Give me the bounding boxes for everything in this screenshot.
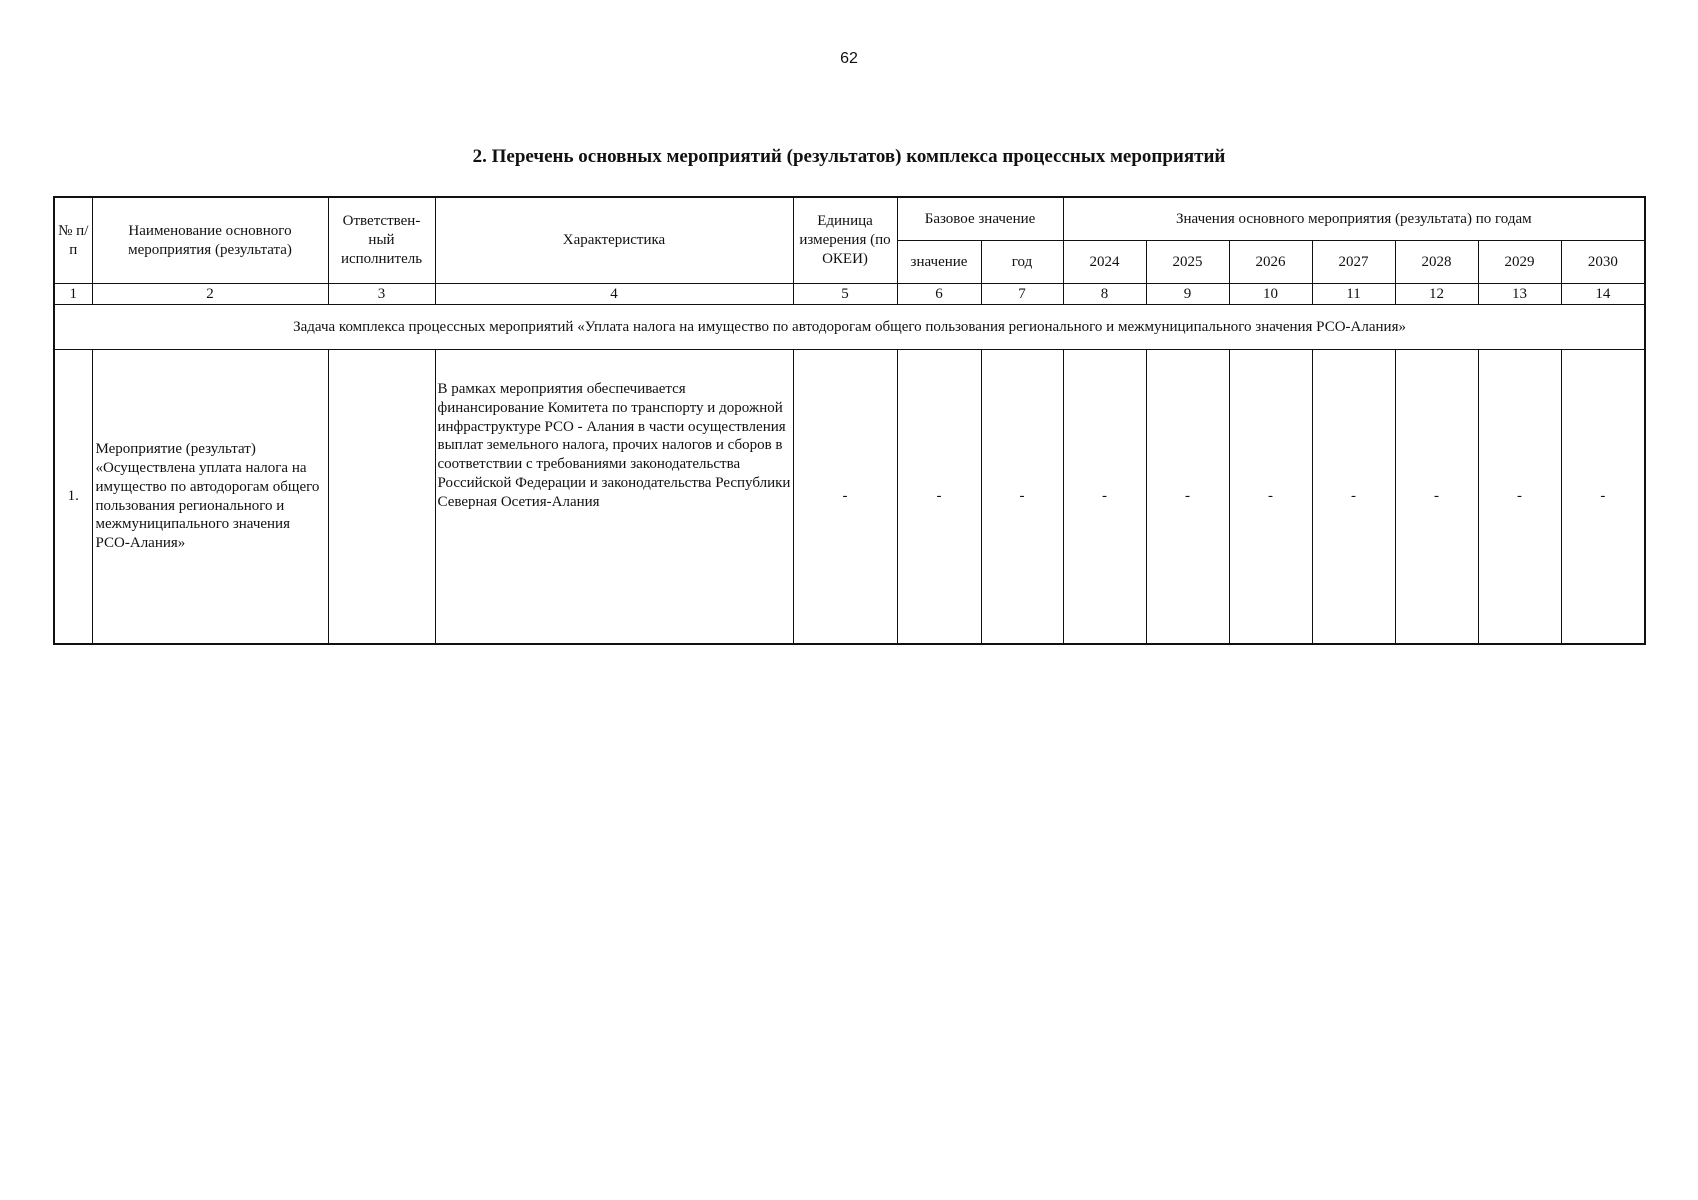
header-year-2029: 2029 bbox=[1478, 241, 1561, 284]
row-value-2029: - bbox=[1478, 350, 1561, 645]
column-number: 2 bbox=[92, 284, 328, 305]
row-value-2024: - bbox=[1063, 350, 1146, 645]
task-description: Задача комплекса процессных мероприятий «Уплата налога на имущество по автодорогам общего пользования регионального и межмуниципального значения РСО-Алания» bbox=[54, 305, 1645, 350]
header-base-value: значение bbox=[897, 241, 981, 284]
header-year-2025: 2025 bbox=[1146, 241, 1229, 284]
column-number-row bbox=[54, 284, 1645, 305]
row-value-2026: - bbox=[1229, 350, 1312, 645]
row-name: Мероприятие (результат) «Осуществлена уплата налога на имущество по автодорогам общего пользования регионального и межмуниципального значения РСО-Алания» bbox=[92, 350, 328, 645]
header-name: Наименование основного мероприятия (результата) bbox=[92, 197, 328, 284]
column-number: 5 bbox=[793, 284, 897, 305]
row-characteristic: В рамках мероприятия обеспечивается финансирование Комитета по транспорту и дорожной инфраструктуре РСО - Алания в части осуществления выплат земельного налога, прочих налогов и сборов в соответствии с требованиями законодательства Российской Федерации и законодательства Республики Северная Осетия-Алания bbox=[435, 350, 793, 645]
column-number: 4 bbox=[435, 284, 793, 305]
task-row bbox=[54, 305, 1645, 350]
header-year-2027: 2027 bbox=[1312, 241, 1395, 284]
column-number: 1 bbox=[54, 284, 92, 305]
column-number: 10 bbox=[1229, 284, 1312, 305]
activities-table bbox=[53, 196, 1646, 645]
header-year-2028: 2028 bbox=[1395, 241, 1478, 284]
row-value-2025: - bbox=[1146, 350, 1229, 645]
header-unit: Единица измерения (по ОКЕИ) bbox=[793, 197, 897, 284]
column-number: 11 bbox=[1312, 284, 1395, 305]
column-number: 3 bbox=[328, 284, 435, 305]
row-unit: - bbox=[793, 350, 897, 645]
table-row bbox=[54, 350, 1645, 645]
header-responsible: Ответствен-ный исполнитель bbox=[328, 197, 435, 284]
header-characteristic: Характеристика bbox=[435, 197, 793, 284]
header-base: Базовое значение bbox=[897, 197, 1063, 241]
column-number: 14 bbox=[1561, 284, 1645, 305]
row-value-2030: - bbox=[1561, 350, 1645, 645]
column-number: 7 bbox=[981, 284, 1063, 305]
header-row-1 bbox=[54, 197, 1645, 241]
row-value-2028: - bbox=[1395, 350, 1478, 645]
row-base-value: - bbox=[897, 350, 981, 645]
column-number: 9 bbox=[1146, 284, 1229, 305]
row-num: 1. bbox=[54, 350, 92, 645]
row-base-year: - bbox=[981, 350, 1063, 645]
row-value-2027: - bbox=[1312, 350, 1395, 645]
header-year-2030: 2030 bbox=[1561, 241, 1645, 284]
header-years-group: Значения основного мероприятия (результата) по годам bbox=[1063, 197, 1645, 241]
header-base-year: год bbox=[981, 241, 1063, 284]
column-number: 12 bbox=[1395, 284, 1478, 305]
column-number: 13 bbox=[1478, 284, 1561, 305]
page-number: 62 bbox=[840, 50, 858, 67]
column-number: 6 bbox=[897, 284, 981, 305]
column-number: 8 bbox=[1063, 284, 1146, 305]
header-num: № п/п bbox=[54, 197, 92, 284]
header-year-2026: 2026 bbox=[1229, 241, 1312, 284]
header-year-2024: 2024 bbox=[1063, 241, 1146, 284]
row-responsible bbox=[328, 350, 435, 645]
page-title: 2. Перечень основных мероприятий (результатов) комплекса процессных мероприятий bbox=[472, 146, 1226, 167]
